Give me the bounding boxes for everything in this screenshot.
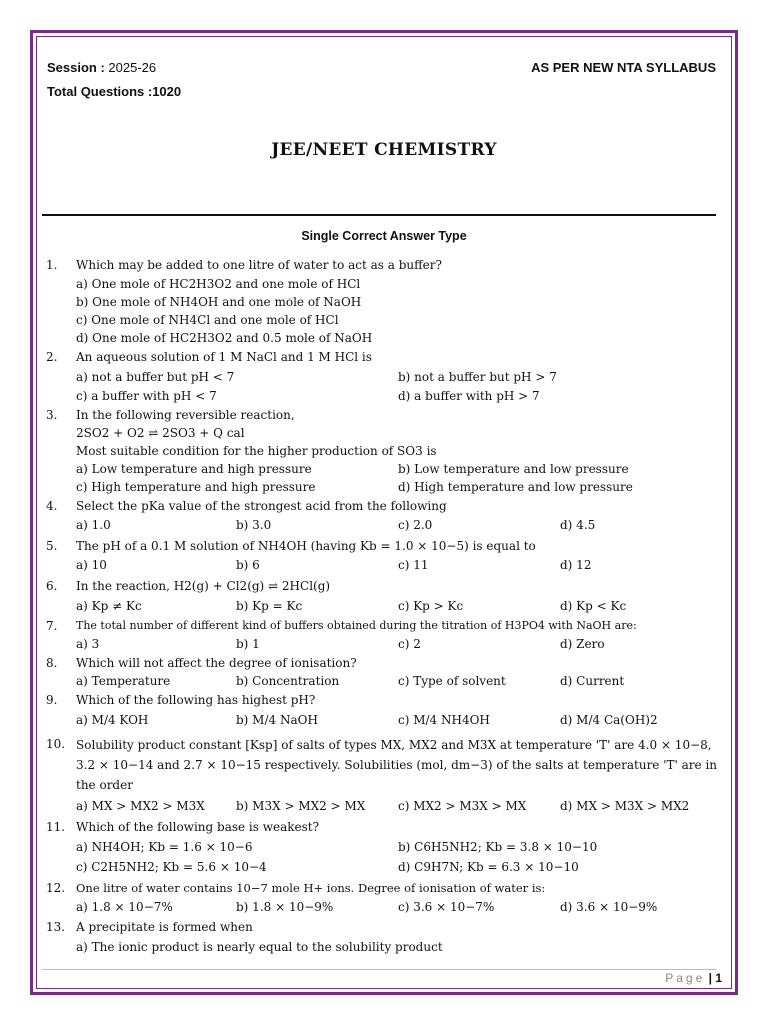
question-text: Solubility product constant [Ksp] of salts of types MX, MX2 and M3X at temperature 'T' are 4.0 × 10−8, 3.2 × 10−14 and 2.7 × 10−15 respectively. Solubilities (mol, dm−3) of the salts at temperature 'T' are in the order [76, 738, 718, 792]
question-text: Which may be added to one litre of water to act as a buffer? [76, 258, 442, 272]
question-3 [46, 406, 726, 424]
page-title: JEE/NEET CHEMISTRY [271, 140, 497, 160]
option-b: b) One mole of NH4OH and one mole of NaOH [76, 295, 362, 309]
question-8 [46, 654, 726, 672]
question-number: 3. [46, 408, 58, 422]
option-a: a) 1.0 [76, 518, 111, 532]
option-a: a) 10 [76, 558, 107, 572]
question-11 [46, 818, 726, 838]
page-label: Page [665, 971, 706, 985]
option-c: c) One mole of NH4Cl and one mole of HCl [76, 313, 339, 327]
option-d: d) Zero [560, 637, 605, 651]
question-text: Which of the following base is weakest? [76, 820, 320, 834]
option-b: b) 1 [236, 637, 260, 651]
question-number: 8. [46, 656, 58, 670]
option-b: b) not a buffer but pH > 7 [398, 370, 557, 384]
footer-divider [42, 969, 716, 970]
question-4 [46, 497, 726, 516]
option-c: c) MX2 > M3X > MX [398, 799, 527, 813]
option-c: c) 2.0 [398, 518, 433, 532]
question-text: The pH of a 0.1 M solution of NH4OH (having Kb = 1.0 × 10−5) is equal to [76, 539, 536, 553]
question-number: 11. [46, 820, 66, 834]
option-b: b) C6H5NH2; Kb = 3.8 × 10−10 [398, 840, 598, 854]
question-number: 12. [46, 881, 66, 895]
option-d: d) a buffer with pH > 7 [398, 389, 540, 403]
question-text: In the following reversible reaction, [76, 408, 295, 422]
option-d: d) Current [560, 674, 625, 688]
option-a: a) Temperature [76, 674, 171, 688]
option-d: d) 3.6 × 10−9% [560, 900, 658, 914]
option-a: a) MX > MX2 > M3X [76, 799, 205, 813]
question-5 [46, 537, 726, 556]
question-10 [46, 735, 726, 797]
question-number: 13. [46, 920, 66, 934]
option-c: c) 3.6 × 10−7% [398, 900, 495, 914]
option-c: c) 11 [398, 558, 429, 572]
question-number: 6. [46, 579, 58, 593]
question-number: 9. [46, 693, 58, 707]
option-d: d) 4.5 [560, 518, 596, 532]
option-c: c) a buffer with pH < 7 [76, 389, 217, 403]
option-a: a) NH4OH; Kb = 1.6 × 10−6 [76, 840, 253, 854]
question-text: Which of the following has highest pH? [76, 693, 316, 707]
option-d: d) Kp < Kc [560, 599, 627, 613]
session-line [47, 60, 156, 75]
option-d: d) M/4 Ca(OH)2 [560, 713, 658, 727]
question-2 [46, 348, 726, 368]
session-value: 2025-26 [108, 60, 157, 75]
question-12 [46, 879, 726, 898]
question-1 [46, 256, 726, 275]
question-text: One litre of water contains 10−7 mole H+ ions. Degree of ionisation of water is: [76, 881, 546, 895]
option-a: a) Kp ≠ Kc [76, 599, 142, 613]
question-number: 10. [46, 737, 66, 751]
option-d: d) One mole of HC2H3O2 and 0.5 mole of NaOH [76, 331, 373, 345]
option-b: b) Low temperature and low pressure [398, 462, 629, 476]
question-number: 1. [46, 258, 58, 272]
question-text: An aqueous solution of 1 M NaCl and 1 M HCl is [76, 350, 372, 364]
option-a: a) 1.8 × 10−7% [76, 900, 173, 914]
option-a: a) not a buffer but pH < 7 [76, 370, 235, 384]
syllabus-note: AS PER NEW NTA SYLLABUS [531, 60, 716, 75]
question-7 [46, 617, 726, 635]
option-c: c) Type of solvent [398, 674, 506, 688]
option-a: a) Low temperature and high pressure [76, 462, 312, 476]
question-text: Which will not affect the degree of ionisation? [76, 656, 357, 670]
option-c: c) 2 [398, 637, 421, 651]
question-text: In the reaction, H2(g) + Cl2(g) ⇌ 2HCl(g) [76, 579, 331, 593]
option-d: d) C9H7N; Kb = 6.3 × 10−10 [398, 860, 579, 874]
option-b: b) M/4 NaOH [236, 713, 318, 727]
question-13 [46, 918, 726, 938]
question-number: 4. [46, 499, 58, 513]
option-b: b) Concentration [236, 674, 340, 688]
option-d: d) MX > M3X > MX2 [560, 799, 690, 813]
option-c: c) High temperature and high pressure [76, 480, 316, 494]
title-divider [42, 214, 716, 216]
question-list [46, 256, 726, 958]
option-c: c) C2H5NH2; Kb = 5.6 × 10−4 [76, 860, 267, 874]
question-number: 5. [46, 539, 58, 553]
option-c: c) Kp > Kc [398, 599, 464, 613]
option-a: a) The ionic product is nearly equal to the solubility product [76, 940, 443, 954]
option-d: d) 12 [560, 558, 592, 572]
option-a: a) 3 [76, 637, 100, 651]
option-b: b) Kp = Kc [236, 599, 303, 613]
session-label: Session : [47, 60, 105, 75]
option-b: b) 6 [236, 558, 260, 572]
option-a: a) One mole of HC2H3O2 and one mole of HCl [76, 277, 361, 291]
reaction-equation: 2SO2 + O2 ⇌ 2SO3 + Q cal [76, 426, 245, 440]
option-b: b) 1.8 × 10−9% [236, 900, 334, 914]
question-6 [46, 577, 726, 597]
question-subtext: Most suitable condition for the higher production of SO3 is [76, 444, 437, 458]
question-text: Select the pKa value of the strongest acid from the following [76, 499, 447, 513]
question-text: A precipitate is formed when [76, 920, 253, 934]
option-d: d) High temperature and low pressure [398, 480, 633, 494]
total-questions: Total Questions :1020 [47, 84, 182, 99]
question-9 [46, 691, 726, 711]
option-b: b) M3X > MX2 > MX [236, 799, 366, 813]
question-number: 7. [46, 619, 58, 633]
section-heading: Single Correct Answer Type [301, 229, 467, 243]
page-number: 1 [715, 971, 722, 985]
question-number: 2. [46, 350, 58, 364]
option-b: b) 3.0 [236, 518, 272, 532]
question-text: The total number of different kind of buffers obtained during the titration of H3PO4 with NaOH are: [76, 619, 637, 632]
option-c: c) M/4 NH4OH [398, 713, 490, 727]
page-footer: Page | 1 [665, 971, 722, 985]
option-a: a) M/4 KOH [76, 713, 149, 727]
